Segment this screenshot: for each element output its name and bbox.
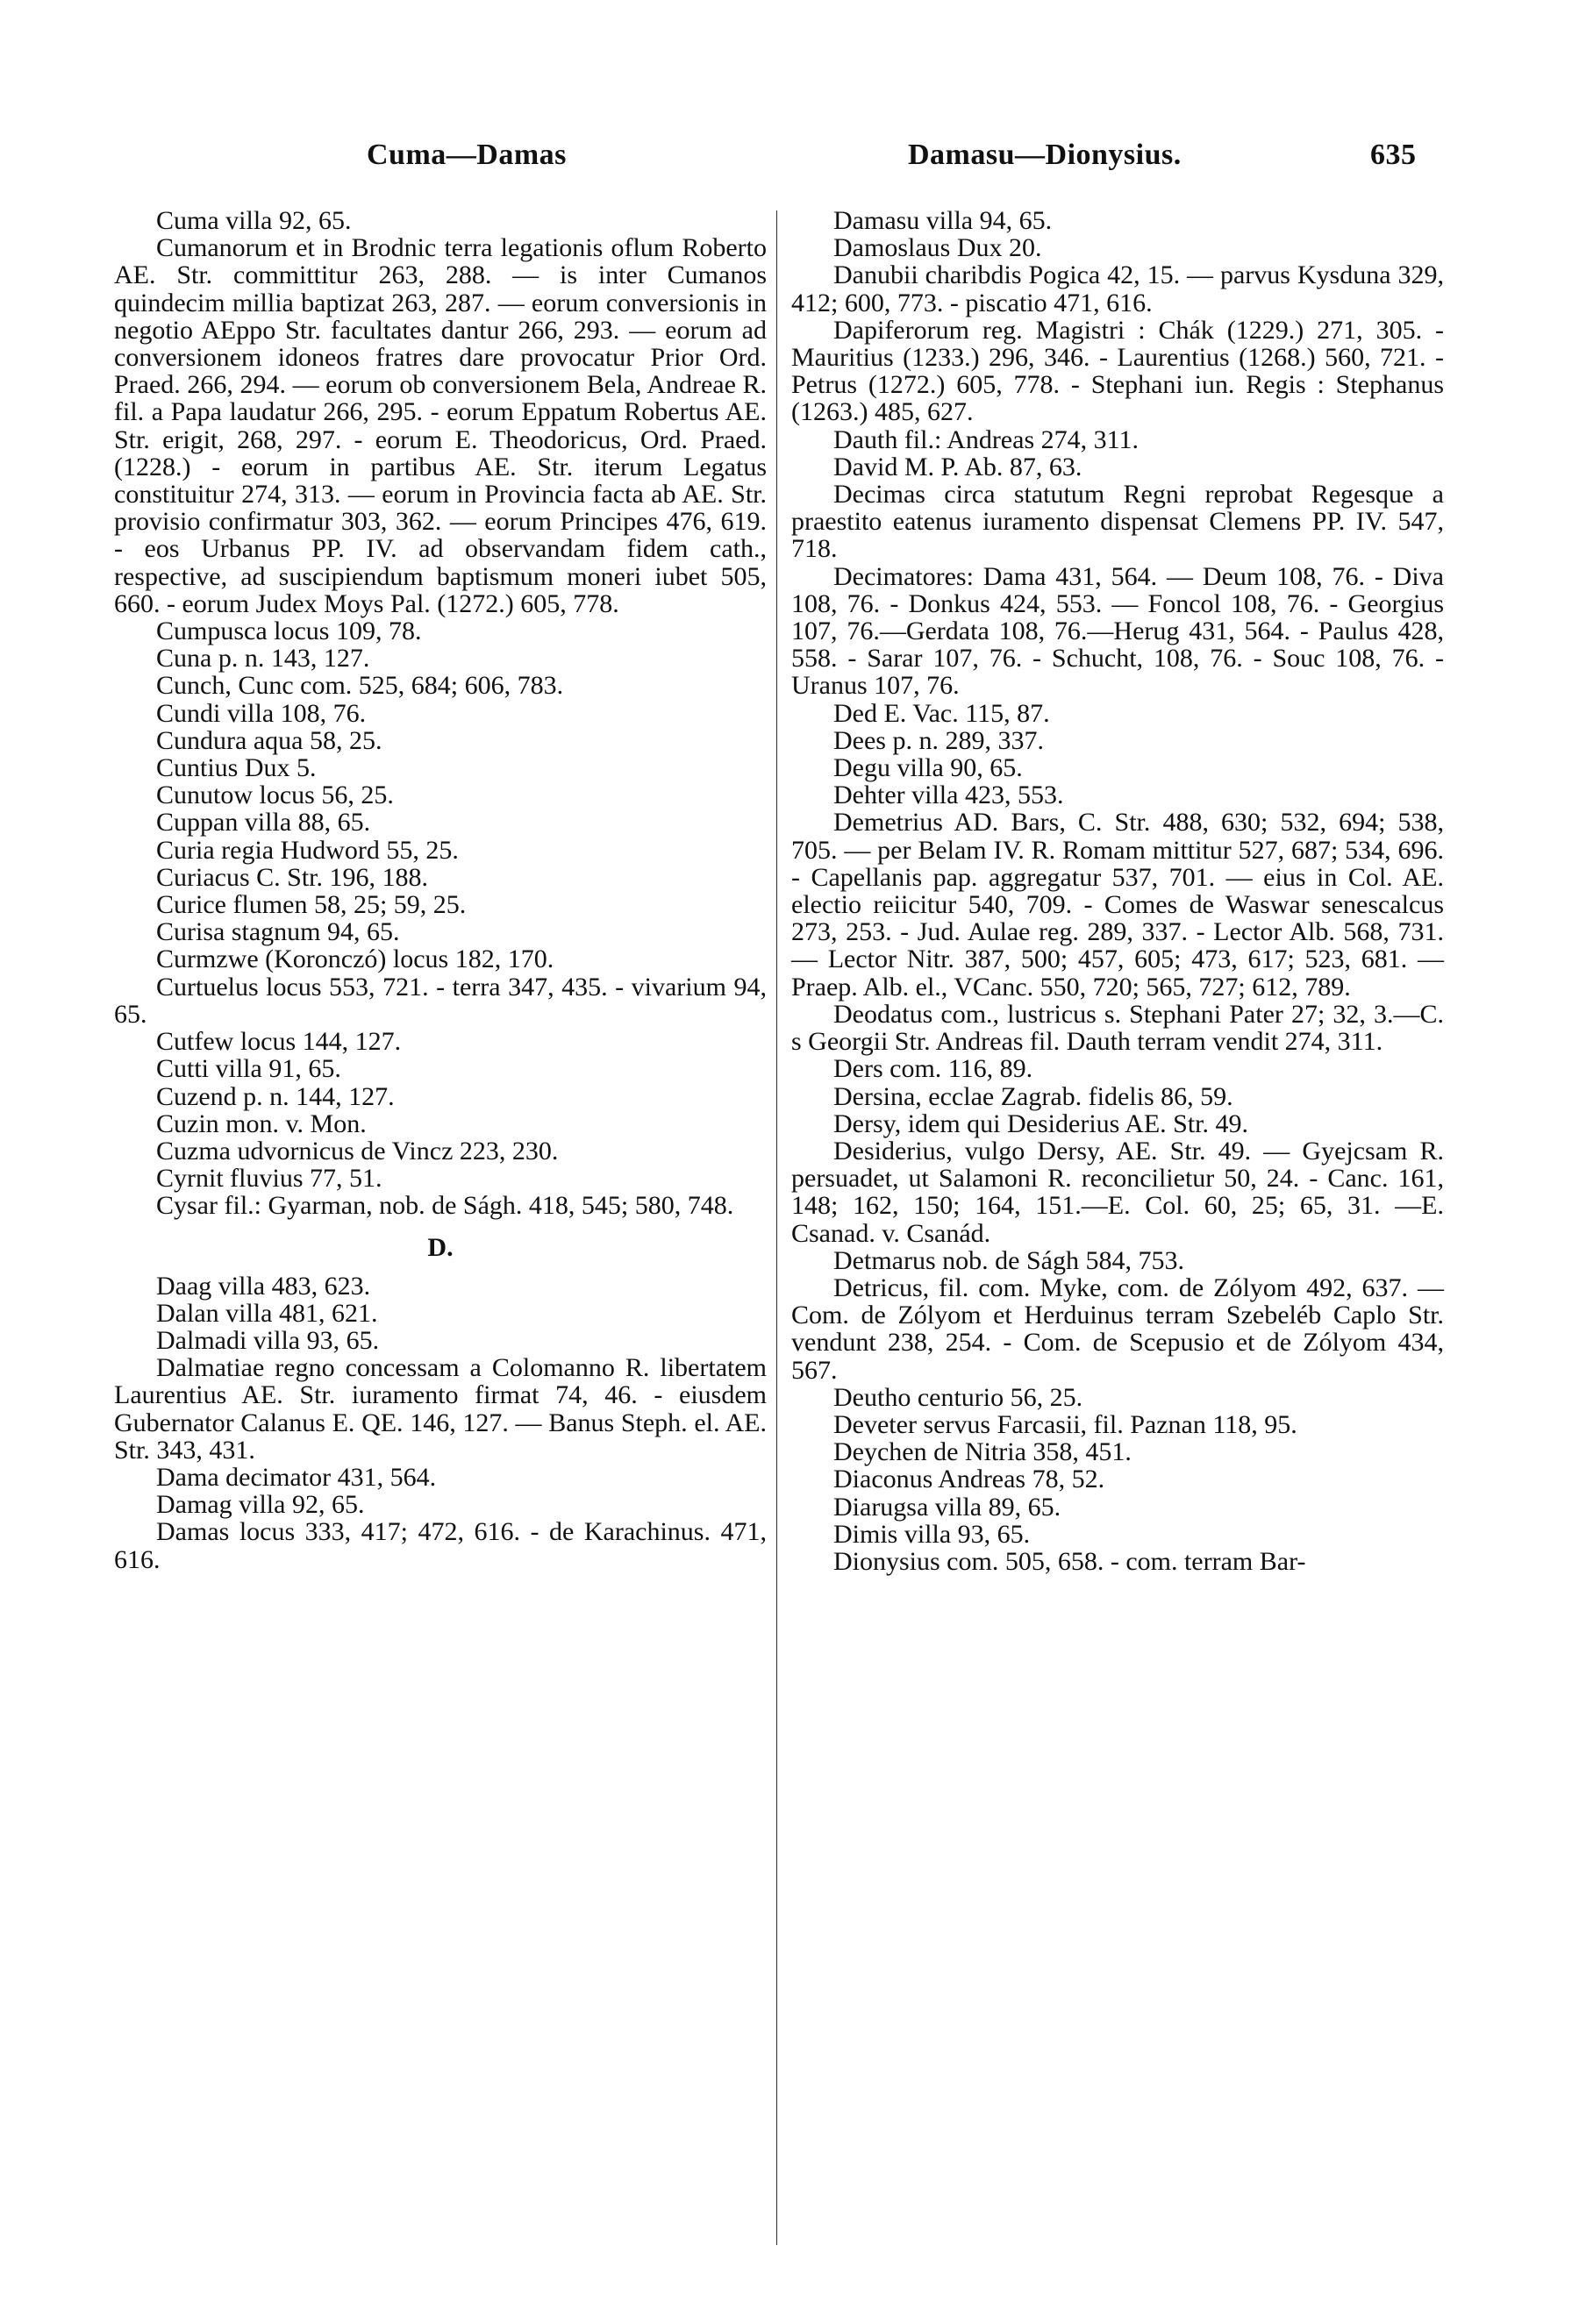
index-entry: Demetrius AD. Bars, C. Str. 488, 630; 532, 694; 538, 705. — per Belam IV. R. Romam mittitur 527, 687; 534, 696. - Capellanis pap. aggregatur 537, 701. — eius in Col. AE. electio reiicitur 540, 709. - Comes de Waswar senescalcus 273, 253. - Jud. Aulae reg. 289, 337. - Lector Alb. 568, 731. — Lector Nitr. 387, 500; 457, 605; 473, 617; 523, 681. — Praep. Alb. el., VCanc. 550, 720; 565, 727; 612, 789. xyxy=(791,808,1444,1002)
running-head-left: Cuma—Damas xyxy=(367,139,567,171)
index-entry: Cuppan villa 88, 65. xyxy=(156,808,371,838)
index-entry: Deutho centurio 56, 25. xyxy=(833,1382,1083,1412)
index-entry: Cumpusca locus 109, 78. xyxy=(156,617,422,646)
index-entry: Curice flumen 58, 25; 59, 25. xyxy=(156,890,467,920)
index-entry: Dalmadi villa 93, 65. xyxy=(156,1325,380,1355)
index-entry: Diaconus Andreas 78, 52. xyxy=(833,1465,1105,1494)
page-number: 635 xyxy=(1370,139,1417,171)
index-entry: Dersina, ecclae Zagrab. fidelis 86, 59. xyxy=(833,1081,1233,1111)
index-entry: Cuzin mon. v. Mon. xyxy=(156,1109,367,1138)
index-entry: Cuna p. n. 143, 127. xyxy=(156,644,370,674)
index-entry: Dehter villa 423, 553. xyxy=(833,781,1064,810)
index-entry: Deychen de Nitria 358, 451. xyxy=(833,1437,1132,1467)
index-entry: Dalmatiae regno concessam a Colomanno R. libertatem Laurentius AE. Str. iuramento firmat 74, 46. - eiusdem Gubernator Calanus E. QE. 146, 127. — Banus Steph. el. AE. Str. 343, 431. xyxy=(114,1353,767,1465)
index-entry: Cumanorum et in Brodnic terra legationis oflum Roberto AE. Str. committitur 263, 288. — is inter Cumanos quindecim millia baptizat 263, 287. — eorum conversionis in negotio AEppo Str. facultates dantur 266, 293. — eorum ad conversionem idoneos fratres dare provocatur Prior Ord. Praed. 266, 294. — eorum ob conversionem Bela, Andreae R. fil. a Papa laudatur 266, 295. - eorum Eppatum Robertus AE. Str. erigit, 268, 297. - eorum E. Theodoricus, Ord. Praed. (1228.) - eorum in partibus AE. Str. iterum Legatus constituitur 274, 313. — eorum in Provincia facta ab AE. Str. provisio confirmatur 303, 362. — eorum Principes 476, 619. - eos Urbanus PP. IV. ad observandam fidem cath., respective, ad suscipiendum baptismum moneri iubet 505, 660. - eorum Judex Moys Pal. (1272.) 605, 778. xyxy=(114,233,767,618)
index-entry: Cunch, Cunc com. 525, 684; 606, 783. xyxy=(156,671,564,701)
index-entry: Curiacus C. Str. 196, 188. xyxy=(156,862,429,892)
index-entry: Cysar fil.: Gyarman, nob. de Ságh. 418, 545; 580, 748. xyxy=(156,1191,734,1221)
index-entry: Diarugsa villa 89, 65. xyxy=(833,1492,1061,1522)
index-entry: Cuma villa 92, 65. xyxy=(156,206,352,235)
index-entry: Dalan villa 481, 621. xyxy=(156,1298,378,1328)
index-entry: Degu villa 90, 65. xyxy=(833,753,1023,783)
column-divider xyxy=(776,210,777,2245)
index-entry: Damoslaus Dux 20. xyxy=(833,233,1042,263)
index-entry: Daag villa 483, 623. xyxy=(156,1271,371,1301)
index-entry: Cunutow locus 56, 25. xyxy=(156,781,394,810)
index-entry: Detricus, fil. com. Myke, com. de Zólyom 492, 637. — Com. de Zólyom et Herduinus terram Szebeléb Caplo Str. vendunt 238, 254. - Com. de Scepusio et de Zólyom 434, 567. xyxy=(791,1272,1444,1385)
index-entry: Cutti villa 91, 65. xyxy=(156,1054,341,1084)
index-entry: Cundura aqua 58, 25. xyxy=(156,725,382,755)
index-entry: Dauth fil.: Andreas 274, 311. xyxy=(833,424,1140,454)
index-entry: Cuzma udvornicus de Vincz 223, 230. xyxy=(156,1136,559,1166)
index-entry: Curia regia Hudword 55, 25. xyxy=(156,835,459,865)
index-entry: Deodatus com., lustricus s. Stephani Pater 27; 32, 3.—C. s Georgii Str. Andreas fil. Dauth terram vendit 274, 311. xyxy=(791,999,1444,1057)
index-entry: Damas locus 333, 417; 472, 616. - de Karachinus. 471, 616. xyxy=(114,1517,767,1574)
index-entry: Detmarus nob. de Ságh 584, 753. xyxy=(833,1245,1184,1275)
index-entry: David M. P. Ab. 87, 63. xyxy=(833,452,1082,481)
index-entry: Dersy, idem qui Desiderius AE. Str. 49. xyxy=(833,1109,1249,1138)
index-entry: Cyrnit fluvius 77, 51. xyxy=(156,1164,382,1194)
index-entry: Cuntius Dux 5. xyxy=(156,753,317,783)
index-entry: Cuzend p. n. 144, 127. xyxy=(156,1081,395,1111)
index-entry: Cutfew locus 144, 127. xyxy=(156,1027,402,1057)
index-entry: Ders com. 116, 89. xyxy=(833,1054,1033,1084)
index-entry: Dionysius com. 505, 658. - com. terram Bar- xyxy=(833,1546,1306,1576)
index-entry: Desiderius, vulgo Dersy, AE. Str. 49. — Gyejcsam R. persuadet, ut Salamoni R. reconcilietur 50, 24. - Canc. 161, 148; 162, 150; 164, 151.—E. Col. 60, 25; 65, 31. —E. Csanad. v. Csanád. xyxy=(791,1136,1444,1248)
index-entry: Damasu villa 94, 65. xyxy=(833,206,1053,235)
page-header xyxy=(114,139,1430,182)
index-entry: Deveter servus Farcasii, fil. Paznan 118, 95. xyxy=(833,1409,1297,1439)
index-entry: Damag villa 92, 65. xyxy=(156,1490,365,1520)
index-entry: Curisa stagnum 94, 65. xyxy=(156,917,400,947)
index-entry: Dimis villa 93, 65. xyxy=(833,1519,1031,1549)
index-entry: Decimas circa statutum Regni reprobat Regesque a praestito eatenus iuramento dispensat Clemens PP. IV. 547, 718. xyxy=(791,480,1444,564)
index-entry: Dees p. n. 289, 337. xyxy=(833,725,1044,755)
index-entry: Dapiferorum reg. Magistri : Chák (1229.) 271, 305. - Mauritius (1233.) 296, 346. - Laurentius (1268.) 560, 721. - Petrus (1272.) 605, 778. - Stephani iun. Regis : Stephanus (1263.) 485, 627. xyxy=(791,315,1444,427)
running-head-right: Damasu—Dionysius. xyxy=(908,139,1182,171)
right-column xyxy=(791,207,1444,1575)
index-entry: Danubii charibdis Pogica 42, 15. — parvus Kysduna 329, 412; 600, 773. - piscatio 471, 616. xyxy=(791,260,1444,317)
section-letter-heading: D. xyxy=(427,1232,454,1262)
left-column xyxy=(114,207,767,1573)
index-entry: Cundi villa 108, 76. xyxy=(156,698,367,728)
index-entry: Curtuelus locus 553, 721. - terra 347, 435. - vivarium 94, 65. xyxy=(114,972,767,1029)
index-entry: Dama decimator 431, 564. xyxy=(156,1462,437,1492)
index-entry: Ded E. Vac. 115, 87. xyxy=(833,698,1050,728)
index-entry: Curmzwe (Koronczó) locus 182, 170. xyxy=(156,945,554,974)
index-entry: Decimatores: Dama 431, 564. — Deum 108, 76. - Diva 108, 76. - Donkus 424, 553. — Foncol 108, 76. - Georgius 107, 76.—Gerdata 108, 76.—Herug 431, 564. - Paulus 428, 558. - Sarar 107, 76. - Schucht, 108, 76. - Souc 108, 76. - Uranus 107, 76. xyxy=(791,561,1444,701)
